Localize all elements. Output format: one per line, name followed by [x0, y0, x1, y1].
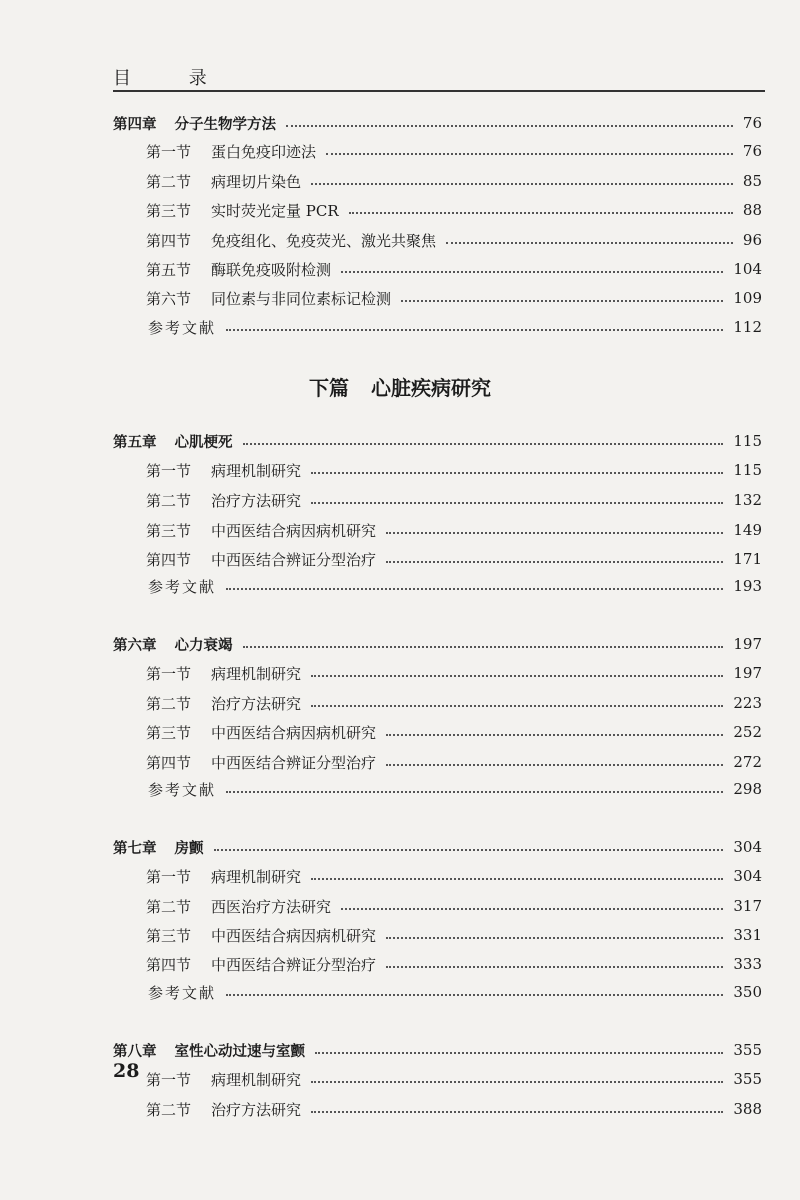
- section-row: [0, 457, 800, 483]
- section-title: 治疗方法研究: [211, 491, 302, 510]
- section-number: 第六节: [146, 289, 192, 308]
- leader-dots: [311, 502, 723, 504]
- leader-dots: [226, 588, 723, 590]
- chapter-number: 第七章: [113, 840, 157, 857]
- section-row: [0, 487, 800, 513]
- page-ref: 197: [733, 664, 762, 682]
- page-ref: 112: [733, 318, 762, 336]
- section-title: 中西医结合辨证分型治疗: [211, 753, 377, 772]
- section-title: 实时荧光定量 PCR: [211, 201, 339, 220]
- part-label: 下篇: [309, 376, 349, 400]
- page-ref: 304: [733, 838, 762, 856]
- page-ref: 76: [742, 114, 762, 132]
- references-label: 参考文献: [148, 983, 217, 1002]
- section-row: [0, 517, 800, 543]
- section-title: 病理机制研究: [211, 867, 302, 886]
- leader-dots: [243, 646, 724, 648]
- leader-dots: [341, 908, 723, 910]
- references-row: [0, 314, 800, 340]
- references-row: [0, 979, 800, 1005]
- chapter-row: [0, 631, 800, 657]
- page-ref: 252: [733, 723, 762, 741]
- page-ref: 193: [733, 577, 762, 595]
- leader-dots: [386, 937, 723, 939]
- section-title: 酶联免疫吸附检测: [211, 260, 332, 279]
- part-name: 心脏疾病研究: [371, 376, 491, 400]
- chapter-title: 心力衰竭: [174, 637, 233, 654]
- section-title: 同位素与非同位素标记检测: [211, 289, 392, 308]
- page-header-title: 目 录: [113, 68, 233, 89]
- page-ref: 388: [733, 1100, 762, 1118]
- leader-dots: [311, 705, 723, 707]
- part-title: [0, 372, 800, 401]
- leader-dots: [315, 1052, 723, 1054]
- section-row: [0, 1096, 800, 1122]
- section-row: [0, 863, 800, 889]
- section-number: 第三节: [146, 926, 192, 945]
- section-row: [0, 660, 800, 686]
- page-ref: 223: [733, 694, 762, 712]
- leader-dots: [386, 561, 723, 563]
- section-number: 第一节: [146, 664, 192, 683]
- page-ref: 109: [733, 289, 762, 307]
- section-number: 第二节: [146, 172, 192, 191]
- page-ref: 115: [733, 432, 762, 450]
- page-ref: 355: [733, 1070, 762, 1088]
- page-ref: 88: [742, 201, 762, 219]
- page-ref: 76: [742, 142, 762, 160]
- section-title: 中西医结合病因病机研究: [211, 926, 377, 945]
- section-title: 病理机制研究: [211, 664, 302, 683]
- page-ref: 197: [733, 635, 762, 653]
- section-title: 中西医结合辨证分型治疗: [211, 550, 377, 569]
- page-ref: 171: [733, 550, 762, 568]
- chapter-number: 第六章: [113, 637, 157, 654]
- page-ref: 85: [742, 172, 762, 190]
- section-number: 第一节: [146, 1070, 192, 1089]
- section-number: 第五节: [146, 260, 192, 279]
- section-title: 病理切片染色: [211, 172, 302, 191]
- page-ref: 317: [733, 897, 762, 915]
- section-row: [0, 138, 800, 164]
- leader-dots: [341, 271, 723, 273]
- leader-dots: [386, 764, 723, 766]
- page-number: 28: [113, 1060, 140, 1082]
- section-number: 第二节: [146, 897, 192, 916]
- header-rule: [113, 90, 765, 92]
- leader-dots: [349, 212, 733, 214]
- section-number: 第一节: [146, 461, 192, 480]
- page-ref: 333: [733, 955, 762, 973]
- chapter-number: 第八章: [113, 1043, 157, 1060]
- section-row: [0, 227, 800, 253]
- page-ref: 115: [733, 461, 762, 479]
- page-ref: 350: [733, 983, 762, 1001]
- section-title: 中西医结合病因病机研究: [211, 723, 377, 742]
- page-ref: 355: [733, 1041, 762, 1059]
- section-number: 第二节: [146, 694, 192, 713]
- page-ref: 298: [733, 780, 762, 798]
- leader-dots: [226, 791, 723, 793]
- section-number: 第四节: [146, 550, 192, 569]
- page-ref: 272: [733, 753, 762, 771]
- leader-dots: [226, 994, 723, 996]
- section-title: 治疗方法研究: [211, 1100, 302, 1119]
- leader-dots: [214, 849, 724, 851]
- chapter-row: [0, 428, 800, 454]
- leader-dots: [386, 734, 723, 736]
- references-label: 参考文献: [148, 318, 217, 337]
- leader-dots: [311, 1111, 723, 1113]
- leader-dots: [311, 183, 733, 185]
- references-label: 参考文献: [148, 780, 217, 799]
- section-row: [0, 690, 800, 716]
- section-title: 中西医结合辨证分型治疗: [211, 955, 377, 974]
- section-row: [0, 256, 800, 282]
- page-ref: 132: [733, 491, 762, 509]
- section-number: 第二节: [146, 491, 192, 510]
- leader-dots: [401, 300, 723, 302]
- section-row: [0, 197, 800, 223]
- section-number: 第四节: [146, 753, 192, 772]
- leader-dots: [226, 329, 723, 331]
- chapter-row: [0, 110, 800, 136]
- section-title: 蛋白免疫印迹法: [211, 142, 317, 161]
- section-title: 免疫组化、免疫荧光、激光共聚焦: [211, 231, 437, 250]
- section-title: 治疗方法研究: [211, 694, 302, 713]
- chapter-title: 分子生物学方法: [174, 116, 276, 133]
- leader-dots: [286, 125, 733, 127]
- section-title: 西医治疗方法研究: [211, 897, 332, 916]
- leader-dots: [326, 153, 733, 155]
- chapter-title: 房颤: [174, 840, 204, 857]
- leader-dots: [386, 966, 723, 968]
- references-row: [0, 573, 800, 599]
- section-row: [0, 546, 800, 572]
- section-number: 第四节: [146, 955, 192, 974]
- section-number: 第四节: [146, 231, 192, 250]
- section-row: [0, 951, 800, 977]
- page-ref: 96: [742, 231, 762, 249]
- section-row: [0, 749, 800, 775]
- section-row: [0, 168, 800, 194]
- chapter-number: 第四章: [113, 116, 157, 133]
- page-ref: 331: [733, 926, 762, 944]
- section-number: 第一节: [146, 142, 192, 161]
- leader-dots: [446, 242, 733, 244]
- page-ref: 149: [733, 521, 762, 539]
- section-row: [0, 719, 800, 745]
- section-row: [0, 922, 800, 948]
- section-title: 病理机制研究: [211, 1070, 302, 1089]
- leader-dots: [311, 1081, 723, 1083]
- section-number: 第二节: [146, 1100, 192, 1119]
- leader-dots: [311, 675, 723, 677]
- section-title: 中西医结合病因病机研究: [211, 521, 377, 540]
- section-number: 第三节: [146, 201, 192, 220]
- section-title: 病理机制研究: [211, 461, 302, 480]
- leader-dots: [311, 878, 723, 880]
- page-ref: 304: [733, 867, 762, 885]
- references-label: 参考文献: [148, 577, 217, 596]
- leader-dots: [386, 532, 723, 534]
- chapter-title: 室性心动过速与室颤: [174, 1043, 305, 1060]
- section-row: [0, 893, 800, 919]
- leader-dots: [243, 443, 724, 445]
- page-ref: 104: [733, 260, 762, 278]
- section-row: [0, 285, 800, 311]
- chapter-row: [0, 834, 800, 860]
- chapter-title: 心肌梗死: [174, 434, 233, 451]
- section-number: 第一节: [146, 867, 192, 886]
- leader-dots: [311, 472, 723, 474]
- section-number: 第三节: [146, 521, 192, 540]
- references-row: [0, 776, 800, 802]
- chapter-number: 第五章: [113, 434, 157, 451]
- section-number: 第三节: [146, 723, 192, 742]
